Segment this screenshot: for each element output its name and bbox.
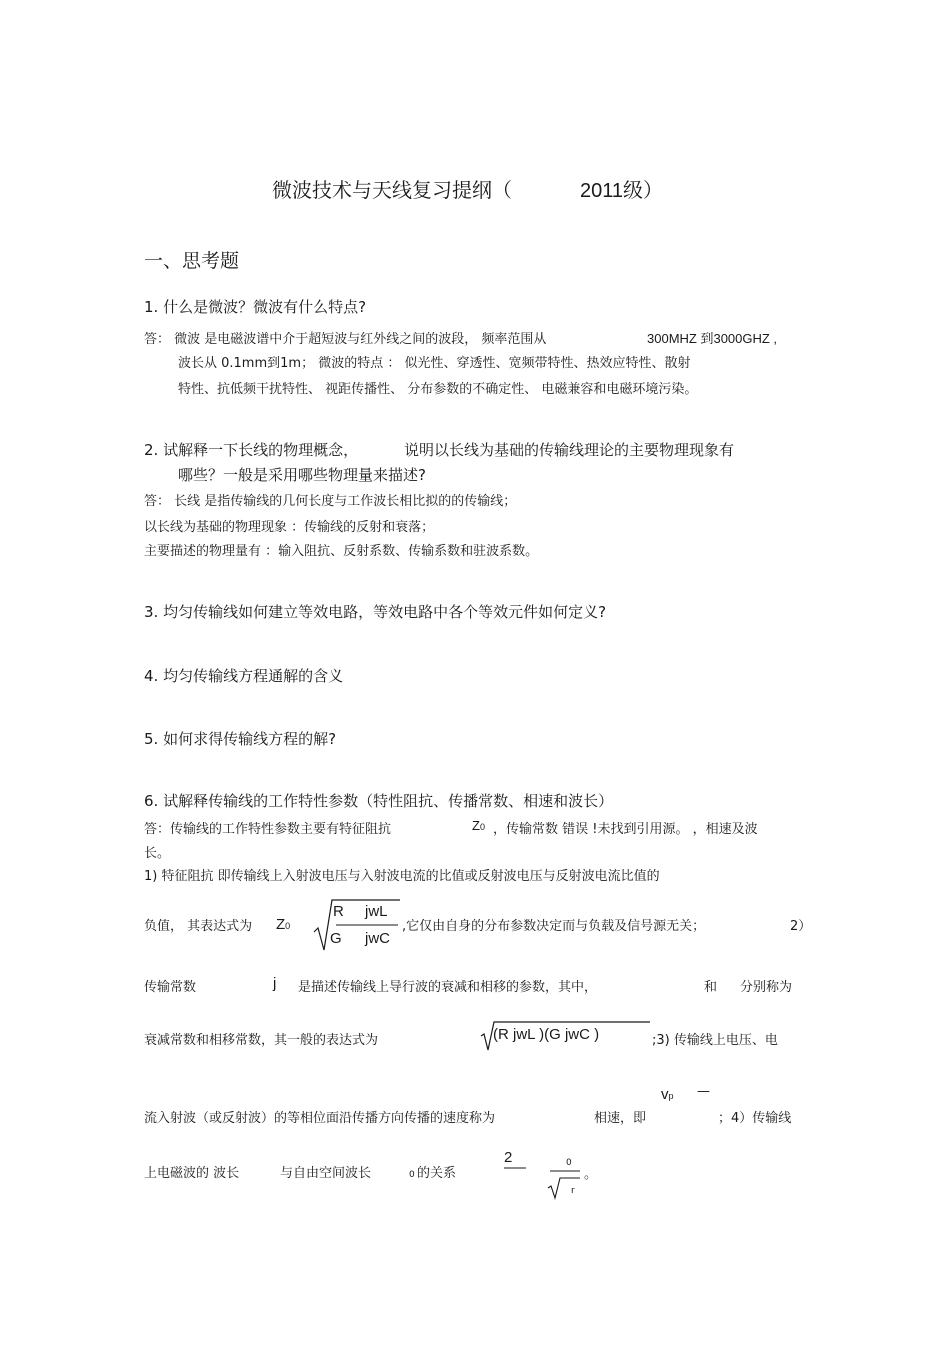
answer-2-line-3: 主要描述的物理量有 ：输入阻抗、反射系数、传输系数和驻波系数。	[144, 544, 539, 559]
z0-symbol: Z0	[472, 818, 485, 833]
answer-6-para-5-end: ；4）传输线	[718, 1111, 792, 1126]
question-3: 3. 均匀传输线如何建立等效电路，等效电路中各个等效元件如何定义?	[144, 603, 607, 621]
answer-6-and: 和	[704, 980, 718, 995]
section-heading: 一、思考题	[144, 250, 240, 272]
answer-6-para-6-rel: 的关系	[417, 1166, 457, 1181]
z0-formula-symbol: Z0	[276, 916, 291, 933]
propagation-expression: (R jwL )(G jwC )	[493, 1026, 600, 1043]
question-4: 4. 均匀传输线方程通解的含义	[144, 667, 344, 685]
answer-6-para-3-end: 分别称为	[740, 980, 793, 995]
answer-2-line-2: 以长线为基础的物理现象 ：传输线的反射和衰落；	[144, 520, 435, 535]
j-symbol: j	[273, 975, 277, 992]
answer-6-item-2: 2）	[790, 919, 812, 934]
answer-6-para-3: 传输常数	[144, 980, 197, 995]
question-2: 2. 试解释一下长线的物理概念，	[144, 441, 359, 459]
question-5: 5. 如何求得传输线方程的解?	[144, 730, 337, 748]
formula-numerator-jwl: jwL	[365, 903, 388, 920]
page-title: 微波技术与天线复习提纲（	[272, 178, 512, 202]
formula-two: 2	[504, 1149, 513, 1166]
answer-6-para-2: 负值， 其表达式为	[144, 919, 253, 934]
lambda0-subscript-formula: 0	[566, 1158, 572, 1168]
answer-6-line-1: 答：传输线的工作特性参数主要有特征阻抗	[144, 822, 392, 837]
vp-symbol: vp	[661, 1086, 674, 1103]
answer-1-line-1: 答： 微波 是电磁波谱中介于超短波与红外线之间的波段， 频率范围从	[144, 332, 547, 347]
formula-denominator-jwc: jwC	[365, 930, 390, 947]
fraction-bar: —	[697, 1084, 710, 1099]
answer-6-line-1-cont: ，传输常数 错误 !未找到引用源。 ，相速及波	[493, 822, 758, 837]
answer-1-freq: 300MHZ 到3000GHZ ,	[647, 331, 778, 346]
answer-6-para-1: 1) 特征阻抗 即传输线上入射波电压与入射波电流的比值或反射波电压与反射波电流比值的	[144, 869, 660, 884]
question-2-cont: 说明以长线为基础的传输线理论的主要物理现象有	[404, 441, 735, 459]
answer-6-para-6-end: 。	[584, 1167, 598, 1182]
answer-6-para-5-phase: 相速，即	[594, 1111, 647, 1126]
answer-6-para-4-cont: ;3) 传输线上电压、电	[652, 1033, 778, 1048]
answer-6-para-4: 衰减常数和相移常数，其一般的表达式为	[144, 1033, 379, 1048]
answer-6-para-2-cont: ,它仅由自身的分布参数决定而与负载及信号源无关；	[402, 919, 706, 934]
answer-6-para-6: 上电磁波的 波长	[144, 1166, 240, 1181]
question-6: 6. 试解释传输线的工作特性参数（特性阻抗、传播常数、相速和波长）	[144, 792, 614, 810]
answer-6-para-5: 流入射波（或反射波）的等相位面沿传播方向传播的速度称为	[144, 1111, 496, 1126]
question-1: 1. 什么是微波？微波有什么特点?	[144, 298, 367, 316]
epsilon-r-subscript: r	[571, 1186, 575, 1196]
formula-denominator-g: G	[330, 930, 342, 947]
answer-6-para-6-cont: 与自由空间波长	[280, 1166, 372, 1181]
question-2-line-2: 哪些？一般是采用哪些物理量来描述?	[178, 466, 426, 484]
formula-numerator-r: R	[333, 903, 344, 920]
answer-1-line-2: 波长从 0.1mm到1m； 微波的特点 ： 似光性、穿透性、宽频带特性、热效应特性、散射	[178, 356, 691, 371]
page-title-year: 2011级）	[580, 180, 664, 202]
answer-2-line-1: 答： 长线 是指传输线的几何长度与工作波长相比拟的的传输线；	[144, 494, 517, 509]
lambda0-subscript: 0	[409, 1170, 415, 1180]
answer-6-line-2: 长。	[144, 846, 171, 861]
answer-6-para-3-cont: 是描述传输线上导行波的衰减和相移的参数，其中，	[298, 980, 598, 995]
answer-1-line-3: 特性、抗低频干扰特性、 视距传播性、 分布参数的不确定性、 电磁兼容和电磁环境污染。	[178, 382, 698, 397]
